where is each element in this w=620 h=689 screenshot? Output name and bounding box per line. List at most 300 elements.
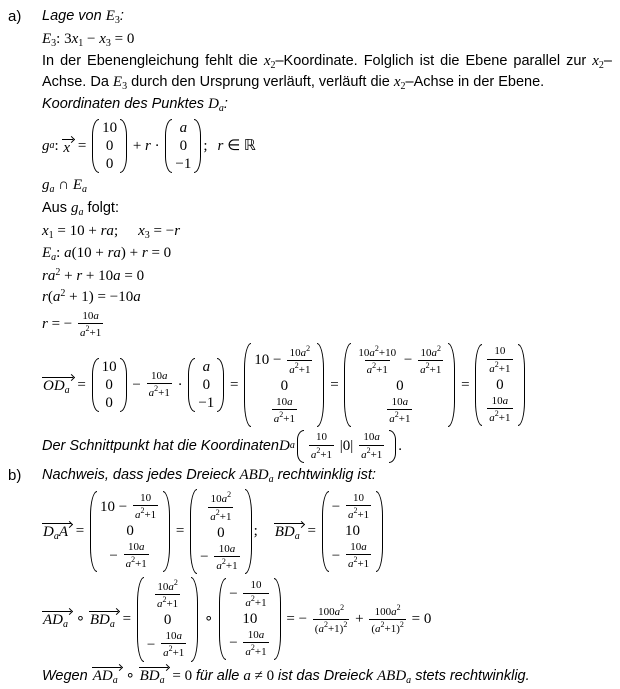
math-run: 10 xyxy=(420,346,432,359)
math-variable-run: E xyxy=(112,73,123,90)
math-superscript xyxy=(343,620,347,629)
math-run: +1 xyxy=(254,596,267,609)
vector-entry xyxy=(332,541,373,571)
math-run: 0 xyxy=(202,376,211,393)
math-run: = xyxy=(303,523,320,540)
math-run: +1 xyxy=(219,510,232,523)
solution-line xyxy=(42,310,612,340)
math-run: − xyxy=(331,547,344,564)
math-run: 10 xyxy=(344,523,360,540)
math-variable-run: E xyxy=(42,30,52,47)
math-variable-run: ra xyxy=(107,245,121,262)
math-run: = xyxy=(326,376,343,393)
math-run: +1 xyxy=(172,647,185,660)
math-subscript xyxy=(65,385,70,396)
math-superscript xyxy=(306,344,310,353)
math-run: 2 xyxy=(306,343,311,353)
fraction-numerator xyxy=(361,431,382,444)
math-variable-run: a xyxy=(78,206,84,218)
solution-line xyxy=(42,430,612,462)
fraction-denominator xyxy=(243,593,268,610)
fraction-denominator xyxy=(147,383,172,400)
vector-entries xyxy=(197,489,244,574)
math-variable-run: a xyxy=(347,558,354,571)
math-run: 0 xyxy=(496,376,504,393)
math-run: +1) xyxy=(327,622,344,635)
math-run: − xyxy=(331,498,344,515)
italic-text-run: Der Schnittpunkt hat die Koordinaten xyxy=(42,438,279,455)
math-variable-run: a xyxy=(163,647,169,660)
fraction-denominator xyxy=(133,505,158,522)
solution-line xyxy=(42,52,612,93)
fraction-numerator xyxy=(246,629,267,642)
math-run: 10 xyxy=(140,491,152,504)
vector-entry xyxy=(396,378,404,395)
math-variable-run: a xyxy=(161,369,168,382)
math-run: − xyxy=(400,352,417,369)
math-variable-run: a xyxy=(52,288,61,305)
vector-entry xyxy=(217,525,225,542)
right-paren xyxy=(163,491,170,573)
solution-line xyxy=(42,7,612,28)
math-variable-run: a xyxy=(361,541,367,554)
math-run: 10 xyxy=(363,431,375,444)
right-paren xyxy=(245,489,252,574)
vector-entry xyxy=(229,579,270,609)
fraction-denominator xyxy=(487,408,512,425)
math-run: − xyxy=(128,376,145,393)
column-vector xyxy=(297,430,396,462)
math-run: − xyxy=(229,635,242,652)
math-variable-run: E xyxy=(72,177,83,194)
column-vector xyxy=(244,343,324,428)
italic-text-run: ist das Dreieck xyxy=(277,667,377,684)
math-run: 2 xyxy=(85,323,90,333)
math-variable-run: a xyxy=(243,667,251,684)
math-fraction xyxy=(147,370,172,400)
vector-entry xyxy=(496,377,504,394)
math-run: : xyxy=(54,137,63,154)
math-run: 0 xyxy=(105,137,114,154)
math-variable-run: OD xyxy=(43,377,65,394)
math-subscript xyxy=(82,184,87,195)
math-run: = 0 xyxy=(120,267,145,284)
fraction-denominator xyxy=(369,619,406,636)
left-paren xyxy=(137,577,144,662)
math-subscript xyxy=(63,619,68,630)
math-run: ∘ xyxy=(121,667,139,684)
math-variable-run: a xyxy=(156,598,163,611)
math-fraction xyxy=(208,490,233,523)
math-fraction xyxy=(356,344,398,377)
math-run: (10 + xyxy=(71,245,108,262)
math-run: + xyxy=(351,610,368,627)
math-variable-run: D xyxy=(43,524,54,541)
math-variable-run: g xyxy=(42,137,50,154)
math-variable-run: a xyxy=(125,558,132,571)
math-run: +1 xyxy=(144,509,157,522)
right-paren xyxy=(217,358,224,412)
vector-entries xyxy=(351,343,448,428)
fraction-numerator xyxy=(418,344,443,360)
vector-entry xyxy=(100,492,160,522)
math-run: 2 xyxy=(372,361,377,371)
solution-line xyxy=(42,267,612,286)
math-run: − xyxy=(229,586,242,603)
vector-arrow-name xyxy=(62,137,74,156)
fraction-numerator xyxy=(288,344,313,360)
fraction-numerator xyxy=(490,395,511,408)
math-run: 2 xyxy=(316,445,321,455)
math-run: = xyxy=(226,376,243,393)
math-fraction xyxy=(243,579,268,609)
math-variable-run: A xyxy=(58,524,69,541)
math-variable-run: a xyxy=(268,473,274,485)
math-run: +1 xyxy=(429,364,442,377)
math-variable-run: a xyxy=(289,364,295,377)
math-run: 2 xyxy=(60,287,66,299)
math-run: +1 xyxy=(357,558,370,571)
math-variable-run: x xyxy=(263,53,271,70)
math-run: 1 xyxy=(48,229,54,241)
math-variable-run: a xyxy=(245,645,251,658)
math-run: +1 xyxy=(498,411,511,424)
math-run: 100 xyxy=(318,605,335,618)
math-variable-run: a xyxy=(334,605,341,618)
solution-line xyxy=(42,176,612,197)
math-subscript xyxy=(295,531,300,542)
math-run: +10 xyxy=(378,346,397,359)
math-variable-run: ra xyxy=(100,222,114,239)
math-variable-run: r xyxy=(141,245,148,262)
math-run: ( xyxy=(314,622,319,635)
math-run: 10 xyxy=(315,431,327,444)
fraction-denominator xyxy=(287,360,312,377)
math-run: 10 xyxy=(358,346,370,359)
math-superscript xyxy=(174,578,178,587)
math-run: 2 xyxy=(396,602,401,612)
math-run: 2 xyxy=(353,506,358,516)
math-variable-run: a xyxy=(64,384,70,396)
fraction-denominator xyxy=(161,643,186,660)
math-variable-run: a xyxy=(374,431,380,444)
math-run: 10 xyxy=(242,610,258,627)
solution-line xyxy=(42,489,612,574)
math-variable-run: a xyxy=(489,362,495,375)
math-variable-run: a xyxy=(420,364,426,377)
math-run: ( xyxy=(47,288,53,305)
math-run: 2 xyxy=(340,602,345,612)
right-paren xyxy=(191,577,198,662)
left-paren xyxy=(344,343,351,428)
math-variable-run: a xyxy=(159,674,165,686)
left-paren xyxy=(90,491,97,573)
math-variable-run: a xyxy=(366,364,373,377)
math-run: +1 xyxy=(158,387,170,400)
math-variable-run: a xyxy=(113,267,121,284)
fraction-numerator xyxy=(138,492,153,505)
math-variable-run: a xyxy=(258,628,265,641)
math-run: = xyxy=(118,610,135,627)
vector-entries xyxy=(304,430,389,462)
math-superscript xyxy=(400,620,404,629)
column-vector xyxy=(137,577,198,662)
math-fraction xyxy=(387,396,412,426)
math-variable-run: g xyxy=(42,177,50,194)
math-run: 1 xyxy=(78,37,84,49)
left-paren xyxy=(92,119,99,173)
math-run: 2 xyxy=(131,555,136,565)
math-variable-run: AD xyxy=(43,611,63,628)
math-run: 100 xyxy=(374,605,392,618)
math-variable-run: x xyxy=(63,139,71,156)
math-variable-run: BD xyxy=(274,524,295,541)
math-variable-run: a xyxy=(218,103,224,115)
math-run: +1 xyxy=(298,364,311,377)
fraction-denominator xyxy=(272,409,297,426)
vector-entry xyxy=(206,490,235,523)
math-run: − xyxy=(200,549,213,566)
vector-arrow-name xyxy=(42,521,72,542)
math-variable-run: x xyxy=(99,30,106,47)
math-run: 10 xyxy=(353,491,365,504)
math-variable-run: a xyxy=(361,448,367,461)
math-fraction xyxy=(369,603,406,636)
math-variable-run: E xyxy=(42,245,52,262)
fraction-denominator xyxy=(78,323,103,340)
fraction-numerator xyxy=(351,492,366,505)
solution-line xyxy=(42,95,612,116)
math-run: = xyxy=(74,137,91,154)
math-run: + xyxy=(60,267,77,284)
vector-entry xyxy=(385,396,414,426)
math-run: = 0 xyxy=(168,667,196,684)
column-vector xyxy=(188,358,224,412)
math-run: 2 xyxy=(353,555,358,565)
text-run: folgt: xyxy=(83,199,119,216)
math-run: 2 xyxy=(494,408,499,418)
vector-entry xyxy=(200,543,241,573)
math-run: 2 xyxy=(294,361,299,371)
italic-text-run: für alle xyxy=(195,667,244,684)
text-run: –Achse. Da xyxy=(42,53,612,90)
math-run: · xyxy=(150,137,164,154)
left-paren xyxy=(322,491,329,573)
math-fraction xyxy=(287,344,312,377)
vector-entry xyxy=(485,395,514,425)
vector-entries xyxy=(99,358,120,412)
solution-line xyxy=(42,665,612,688)
vector-arrow-name xyxy=(139,665,169,686)
math-run: |0| xyxy=(336,438,358,455)
math-run: ; xyxy=(253,523,258,540)
math-subscript xyxy=(110,619,115,630)
math-run: = − xyxy=(282,610,311,627)
fraction-numerator xyxy=(209,490,234,506)
math-run: = 10 + xyxy=(53,222,101,239)
solution-line xyxy=(42,222,612,243)
vector-entry xyxy=(198,395,214,412)
math-variable-run: ABD xyxy=(377,667,407,684)
vector-entry xyxy=(105,377,113,394)
fraction-denominator xyxy=(365,360,390,377)
math-superscript xyxy=(340,603,344,612)
fraction-numerator xyxy=(314,431,329,444)
vector-arrow-name xyxy=(274,521,304,542)
math-subscript xyxy=(160,675,165,686)
section-label: a) xyxy=(8,8,22,25)
vector-entry xyxy=(106,138,114,155)
vector-entry xyxy=(345,523,360,540)
math-variable-run: x xyxy=(592,53,599,70)
math-variable-run: r xyxy=(145,137,151,154)
fraction-denominator xyxy=(418,360,443,377)
math-variable-run: a xyxy=(168,580,174,593)
math-run: +1 xyxy=(135,558,147,571)
math-variable-run: a xyxy=(273,413,280,426)
math-run: = 0 xyxy=(110,30,135,47)
math-variable-run: a xyxy=(287,396,293,409)
vector-entry xyxy=(203,359,211,376)
math-run: 10 xyxy=(218,542,230,555)
math-run: ; xyxy=(203,137,208,154)
math-run: 10 xyxy=(276,396,288,409)
right-paren xyxy=(274,578,281,660)
math-subscript xyxy=(290,440,295,453)
math-run: 2 xyxy=(55,266,61,278)
math-run: +1) xyxy=(384,622,400,635)
column-vector xyxy=(190,489,251,574)
math-run: 10 xyxy=(210,493,222,506)
italic-text-run: Wegen xyxy=(42,667,92,684)
math-variable-run: a xyxy=(51,252,57,264)
math-variable-run: BD xyxy=(139,667,160,684)
math-run: 2 xyxy=(374,343,379,353)
math-variable-run: a xyxy=(289,440,295,452)
vector-entry xyxy=(109,541,150,571)
math-run: ) + xyxy=(120,245,142,262)
math-variable-run: D xyxy=(278,438,290,455)
math-run: = − xyxy=(47,316,77,333)
math-run: +1 xyxy=(89,326,102,339)
math-fraction xyxy=(155,578,180,611)
math-run: 10 xyxy=(82,309,94,322)
right-paren xyxy=(317,343,324,428)
vector-entry xyxy=(105,395,113,412)
math-fraction xyxy=(133,492,158,522)
math-variable-run: a xyxy=(229,542,236,555)
solution-line xyxy=(42,30,612,51)
math-run: 2 xyxy=(343,619,348,629)
fraction-numerator xyxy=(80,310,101,323)
italic-text-run: stets rechtwinklig. xyxy=(411,667,530,684)
math-run: 10 xyxy=(350,541,362,554)
math-variable-run: a xyxy=(502,394,509,407)
math-run: 0 xyxy=(396,378,404,395)
fraction-denominator xyxy=(359,445,384,462)
math-run: 0 xyxy=(105,155,114,172)
math-variable-run: a xyxy=(148,387,155,400)
math-fraction xyxy=(346,492,371,522)
math-run: = xyxy=(457,376,474,393)
vector-entry xyxy=(102,120,117,137)
math-run: 2 xyxy=(366,445,371,455)
math-variable-run: a xyxy=(64,245,72,262)
solution-line xyxy=(42,244,612,265)
vector-arrow-name xyxy=(92,665,122,686)
right-paren xyxy=(518,344,525,426)
solution-section-b xyxy=(8,466,612,689)
italic-text-run: Lage von xyxy=(42,8,106,24)
math-variable-run: D xyxy=(208,96,219,113)
vector-entries xyxy=(195,358,217,412)
math-run: ∈ ℝ xyxy=(223,137,256,154)
math-variable-run: a xyxy=(406,674,412,686)
vector-entries xyxy=(226,578,273,660)
math-variable-run: a xyxy=(221,493,228,506)
vector-entry xyxy=(153,578,182,611)
vector-entry xyxy=(106,156,114,173)
fraction-numerator xyxy=(126,541,147,554)
math-fraction xyxy=(243,629,268,659)
vector-entry xyxy=(307,431,386,461)
italic-text-run: : xyxy=(119,8,124,24)
math-run: 2 xyxy=(394,410,399,420)
math-variable-run: a xyxy=(53,531,59,543)
solution-line xyxy=(42,119,612,173)
math-run: 2 xyxy=(270,60,276,72)
right-paren xyxy=(120,119,127,173)
vector-entry xyxy=(180,138,188,155)
math-fraction xyxy=(313,603,350,636)
fraction-denominator xyxy=(243,642,268,659)
math-run: 2 xyxy=(436,343,441,353)
math-variable-run: a xyxy=(391,605,397,618)
solution-line xyxy=(42,343,612,428)
math-fraction xyxy=(78,310,103,340)
vector-entries xyxy=(172,119,194,173)
math-run: ∘ xyxy=(72,610,89,627)
math-variable-run: a xyxy=(133,288,141,305)
fraction-numerator xyxy=(249,579,264,592)
math-variable-run: r xyxy=(217,137,224,154)
math-fraction xyxy=(359,431,384,461)
math-run: 10 xyxy=(157,580,169,593)
math-run: . xyxy=(398,438,403,455)
math-variable-run: r xyxy=(76,267,83,284)
math-run: = − xyxy=(149,222,175,239)
right-paren xyxy=(389,430,396,462)
left-paren xyxy=(165,119,172,173)
vector-arrow-name xyxy=(89,609,119,630)
fraction-denominator xyxy=(155,594,180,611)
fraction-denominator xyxy=(309,445,334,462)
italic-text-run: Koordinaten des Punktes xyxy=(42,96,209,113)
math-run: 10 xyxy=(102,119,118,136)
math-run: 10 xyxy=(150,369,162,382)
math-variable-run: x xyxy=(138,222,145,239)
math-run: = 0 xyxy=(407,610,432,627)
fraction-numerator xyxy=(356,344,398,360)
fraction-numerator xyxy=(390,396,411,409)
math-variable-run: a xyxy=(49,139,55,151)
solution-line xyxy=(42,577,612,662)
math-run: + 10 xyxy=(82,267,114,284)
vector-entry xyxy=(126,523,134,540)
column-vector xyxy=(90,491,170,573)
section-content xyxy=(42,466,612,689)
math-run: 2 xyxy=(140,506,145,516)
